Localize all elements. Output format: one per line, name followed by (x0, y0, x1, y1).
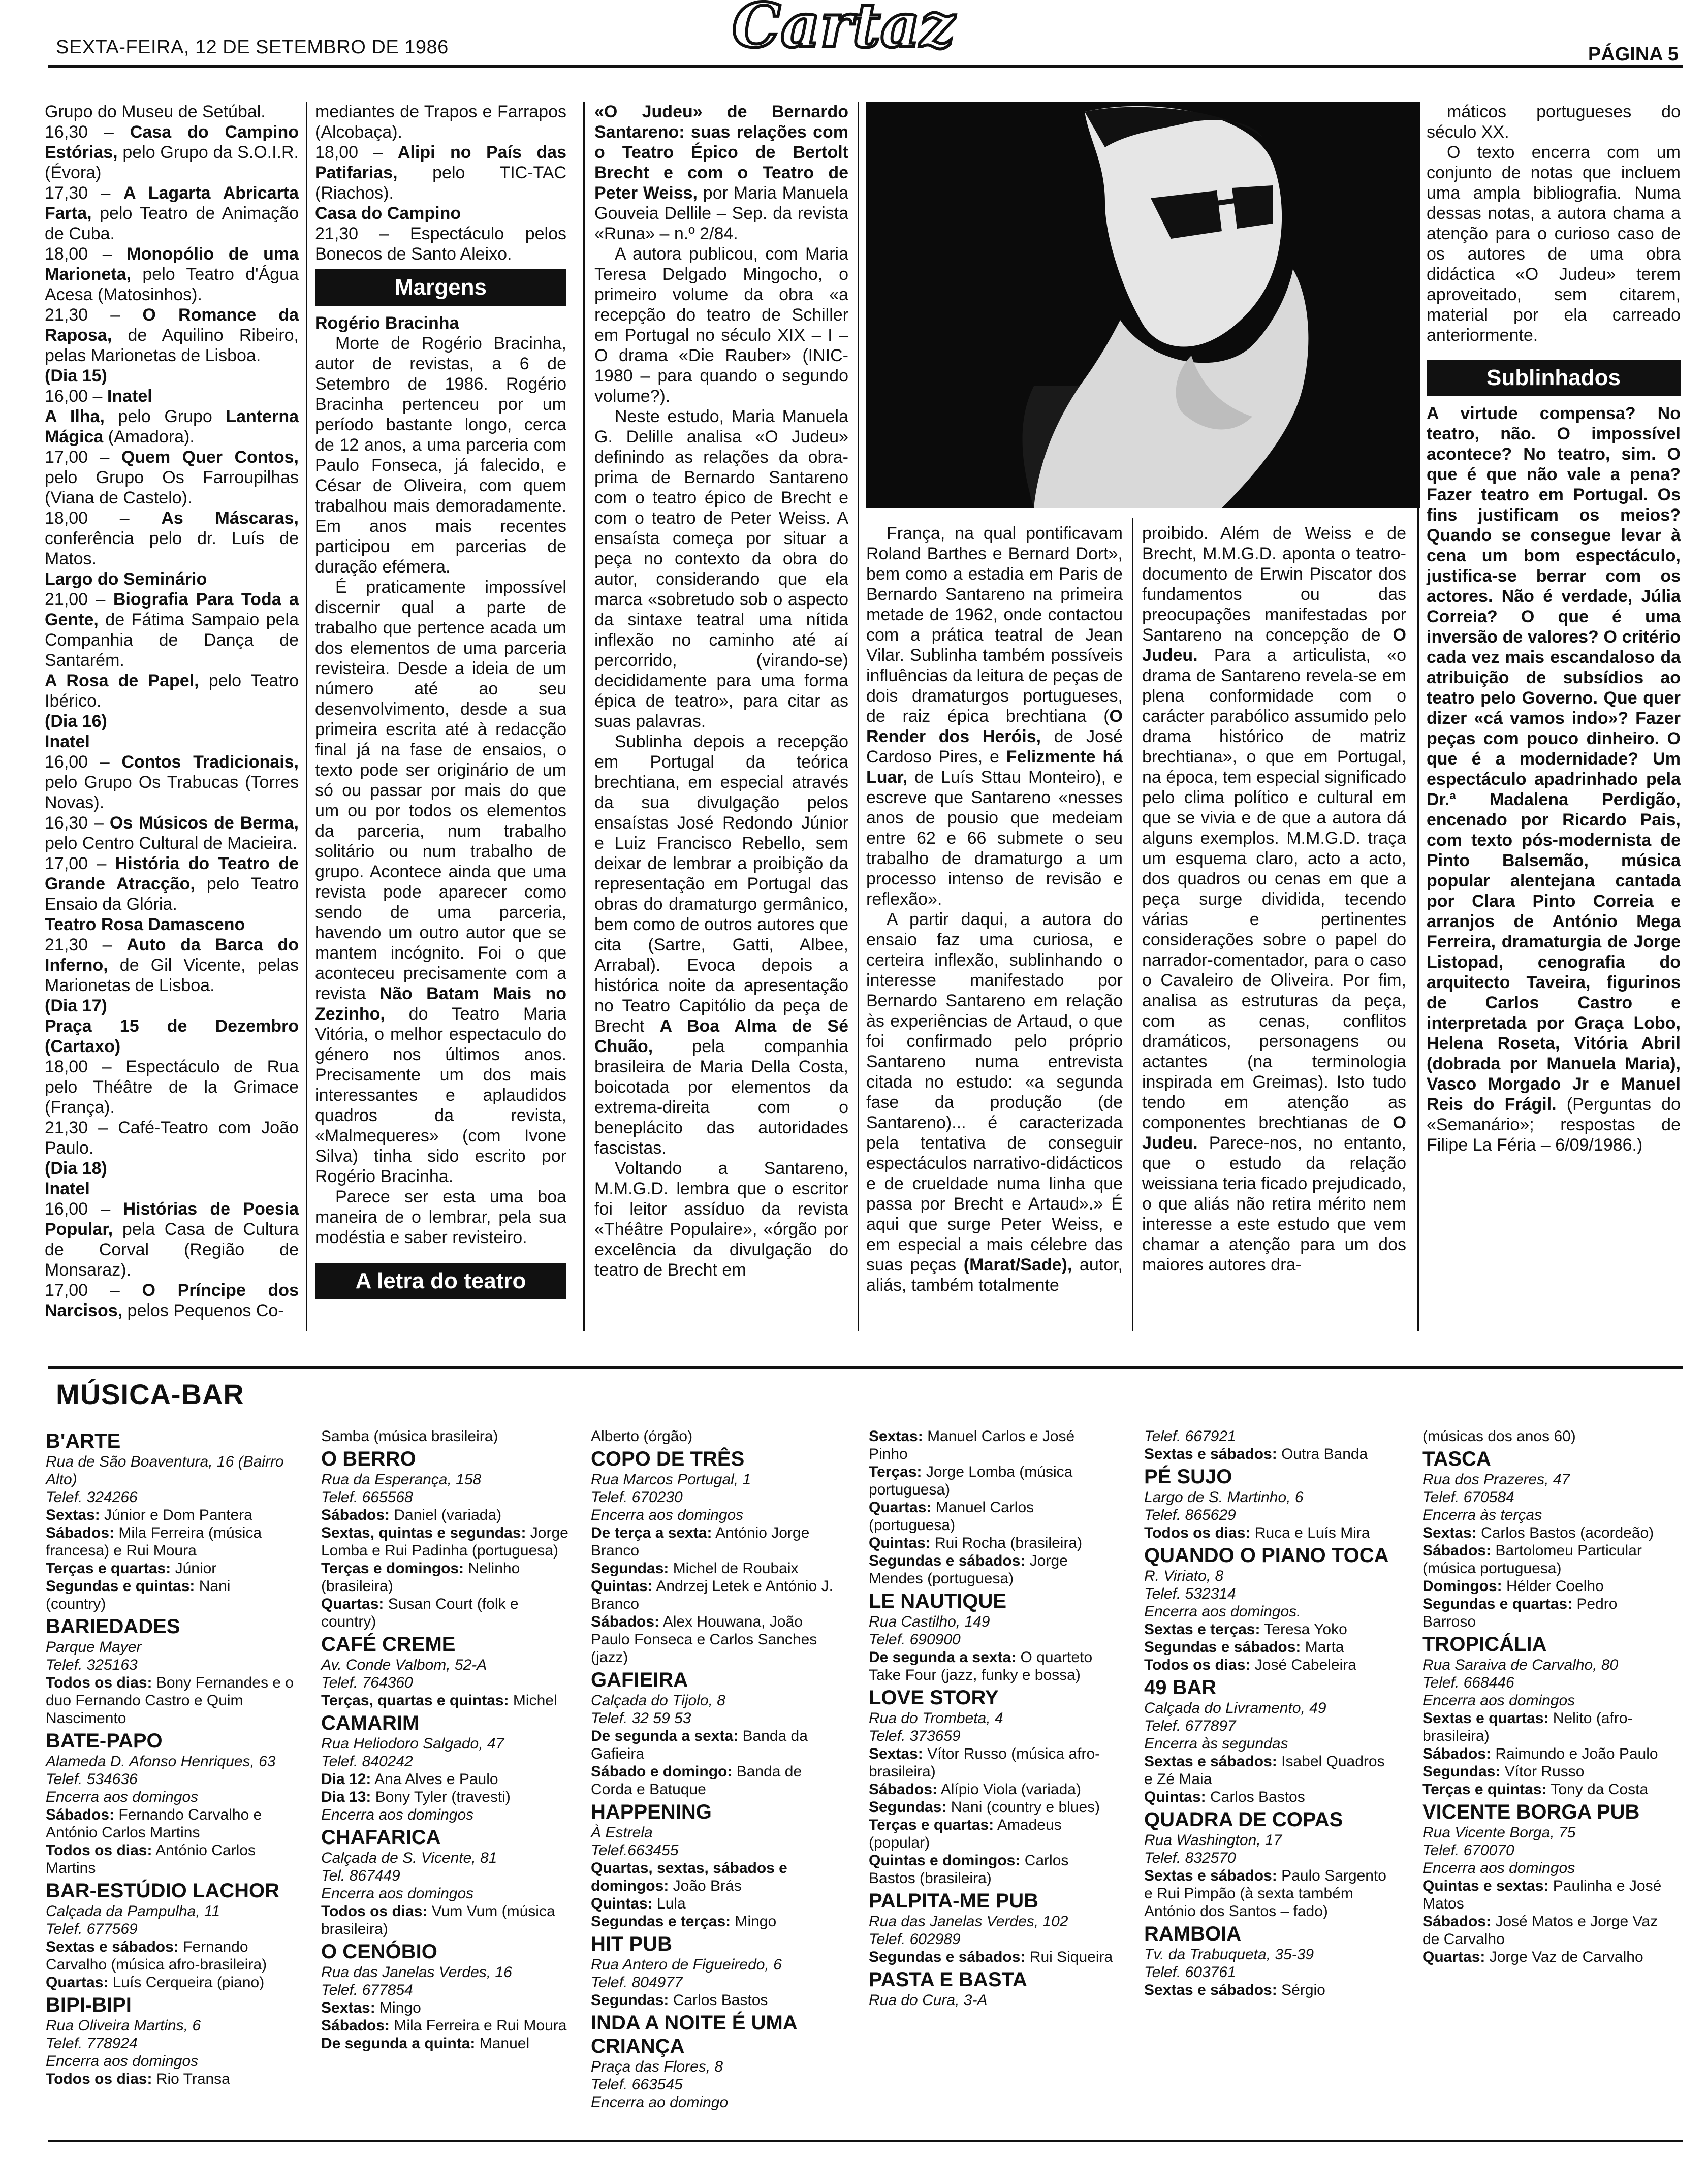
venue-name: LOVE STORY (869, 1687, 999, 1709)
bottom-rule (48, 2140, 1683, 2142)
article-text-col4 (866, 523, 1123, 1295)
venue-schedule: Quintas: Andrzej Letek e António J. Branco (591, 1578, 833, 1612)
section-banner-margens: Margens (315, 269, 566, 306)
listing-entry: (Dia 16) (45, 712, 107, 731)
venue-address: Largo de S. Martinho, 6 (1144, 1489, 1304, 1506)
venue-name: LE NAUTIQUE (869, 1590, 1007, 1612)
venue-schedule: Sábados: José Matos e Jorge Vaz de Carvalho (1422, 1913, 1658, 1948)
venue-schedule: Segundas: Michel de Roubaix (591, 1560, 799, 1577)
venue-schedule: Todos os dias: Ruca e Luís Mira (1144, 1524, 1370, 1541)
venue-schedule: Quartas, sextas, sábados e domingos: João Brás (591, 1860, 787, 1894)
venue-schedule: Sextas: Júnior e Dom Pantera (46, 1507, 252, 1523)
listing-entry: 16,00 – Histórias de Poesia Popular, pela Casa de Cultura de Corval (Região de Monsaraz). (45, 1199, 299, 1280)
venue-schedule: Quintas e domingos: Carlos Bastos (brasileira) (869, 1852, 1069, 1887)
venue-closing: Encerra aos domingos (1422, 1860, 1575, 1877)
venue-name: BATE-PAPO (46, 1730, 163, 1752)
venue-phone: Telef.663455 (591, 1842, 679, 1859)
musica-bar-col-5 (1144, 1427, 1393, 1999)
festival-listings-col2 (315, 102, 566, 264)
masthead-text: Cartaz (732, 0, 955, 61)
venue-phone: Telef. 677897 (1144, 1718, 1236, 1734)
venue-address: Rua Marcos Portugal, 1 (591, 1471, 751, 1488)
listing-entry: 21,30 – O Romance da Raposa, de Aquilino Ribeiro, pelas Marionetas de Lisboa. (45, 305, 299, 365)
venue-closing: Encerra aos domingos (321, 1806, 474, 1823)
paragraph: máticos portugueses do século XX. (1427, 102, 1681, 142)
venue-schedule: Sábados: Raimundo e João Paulo (1422, 1745, 1658, 1762)
venue-schedule: Todos os dias: Bony Fernandes e o duo Fernando Castro e Quim Nascimento (46, 1674, 294, 1727)
venue-phone: Telef. 677569 (46, 1921, 138, 1937)
venue-schedule: Sextas e terças: Teresa Yoko (1144, 1621, 1347, 1638)
venue-schedule: Quartas: Jorge Vaz de Carvalho (1422, 1949, 1643, 1965)
venue-schedule: Segundas e sábados: Jorge Mendes (portuguesa) (869, 1552, 1068, 1587)
venue-schedule: Dia 13: Bony Tyler (travesti) (321, 1789, 511, 1805)
listing-entry: 18,00 – Monopólio de uma Marioneta, pelo Teatro d'Água Acesa (Matosinhos). (45, 244, 299, 304)
venue-schedule: Sábados: Bartolomeu Particular (música portuguesa) (1422, 1542, 1642, 1577)
section-banner-sublinhados: Sublinhados (1427, 360, 1681, 396)
venue-schedule: Sextas: Manuel Carlos e José Pinho (869, 1428, 1075, 1462)
listing-entry: 21,00 – Biografia Para Toda a Gente, de Fátima Sampaio pela Companhia de Dança de Santarém. (45, 590, 299, 670)
venue-schedule: Terças e quintas: Tony da Costa (1422, 1781, 1649, 1798)
margens-byline: Rogério Bracinha (315, 313, 459, 333)
venue-address: R. Viriato, 8 (1144, 1568, 1224, 1584)
venue-phone: Telef. 324266 (46, 1489, 138, 1506)
venue-phone: Telef. 670070 (1422, 1842, 1514, 1859)
listing-entry: mediantes de Trapos e Farrapos (Alcobaça). (315, 102, 566, 142)
musica-bar-col-1 (46, 1427, 295, 2088)
venue-name: PASTA E BASTA (869, 1968, 1027, 1991)
venue-phone: Tel. 867449 (321, 1867, 400, 1884)
sublinhados-text: A virtude compensa? No teatro, não. O impossível acontece? No teatro, sim. O que é que não vale a pena? Fazer teatro em Portugal. Os fins justificam os meios? Quando se consegue levar à cena um bom espectáculo, justifica-se berrar com os actores. Não é verdade, Júlia Correia? O que é uma inversão de valores? O critério cada vez mais escandaloso da atribuição de subsídios ao teatro pelo Governo. Que quer dizer «cá vamos indo»? Fazer peças com pouco dinheiro. O que é a modernidade? Um espectáculo apadrinhado pela Dr.ª Madalena Perdigão, encenado por Ricardo Pais, com texto pós-modernista de Pinto Balsemão, música popular alentejana cantada por Clara Pinto Correia e arranjos de António Mega Ferreira, dramaturgia de Jorge Listopad, cenografia do arquitecto Taveira, figurinos de Carlos Castro e interpretada por Graça Lobo, Helena Roseta, Vitória Abril (dobrada por Manuela Maria), Vasco Morgado Jr e Manuel Reis do Frágil. (Perguntas do «Semanário»; respostas de Filipe La Féria – 6/09/1986.) (1427, 404, 1681, 1155)
venue-closing: Encerra aos domingos (591, 1507, 744, 1523)
venue-schedule: Dia 12: Ana Alves e Paulo (321, 1771, 498, 1788)
venue-closing: Encerra aos domingos. (1144, 1603, 1301, 1620)
venue-name: TASCA (1422, 1448, 1491, 1470)
column-rule (306, 102, 307, 1331)
venue-schedule: Segundas e terças: Mingo (591, 1913, 777, 1930)
venue-schedule: De terça a sexta: António Jorge Branco (591, 1524, 810, 1559)
venue-address: Rua Antero de Figueiredo, 6 (591, 1956, 782, 1973)
venue-schedule: Segundas e quintas: Nani (country) (46, 1578, 231, 1612)
listing-entry: 16,30 – Casa do Campino Estórias, pelo Grupo da S.O.I.R. (Évora) (45, 122, 299, 182)
column-rule (1132, 518, 1133, 1331)
listing-entry: A Rosa de Papel, pelo Teatro Ibérico. (45, 671, 299, 711)
listing-entry: A Ilha, pelo Grupo Lanterna Mágica (Amadora). (45, 407, 299, 447)
venue-schedule: Sextas: Mingo (321, 1999, 421, 2016)
venue-name: GAFIEIRA (591, 1669, 688, 1691)
venue-name: COPO DE TRÊS (591, 1448, 745, 1470)
venue-schedule: Segundas: Nani (country e blues) (869, 1799, 1100, 1816)
venue-closing: Encerra aos domingos (46, 1789, 199, 1805)
venue-phone: Telef. 670230 (591, 1489, 683, 1506)
venue-schedule: Sábados: Fernando Carvalho e António Carlos Martins (46, 1806, 262, 1841)
venue-phone: Telef. 670584 (1422, 1489, 1514, 1506)
listing-entry: 21,30 – Café-Teatro com João Paulo. (45, 1118, 299, 1158)
paragraph: Sublinha depois a recepção em Portugal da teórica brechtiana, em especial através da sua divulgação pelos ensaístas José Redondo Júnior e Luiz Francisco Rebello, sem deixar de lembrar a proibição da representação em Portugal das obras do dramaturgo germânico, bem como de outros autores que cita (Sartre, Gatti, Albee, Arrabal). Evoca depois a histórica noite da apresentação no Teatro Capitólio da peça de Brecht A Boa Alma de Sé Chuão, pela companhia brasileira de Maria Della Costa, boicotada por elementos da extrema-direita com o beneplácito das autoridades fascistas. (594, 732, 848, 1158)
venue-schedule: De segunda a sexta: O quarteto Take Four (jazz, funky e bossa) (869, 1649, 1093, 1683)
venue-address: Tv. da Trabuqueta, 35-39 (1144, 1946, 1314, 1963)
venue-address: Rua de São Boaventura, 16 (Bairro Alto) (46, 1453, 284, 1488)
venue-address: Calçada da Pampulha, 11 (46, 1903, 220, 1920)
venue-schedule: Segundas e sábados: Marta (1144, 1639, 1344, 1656)
venue-name: PÉ SUJO (1144, 1466, 1232, 1488)
venue-phone: Telef. 832570 (1144, 1850, 1236, 1866)
venue-name: CAMARIM (321, 1712, 420, 1734)
venue-schedule: Terças e quartas: Amadeus (popular) (869, 1817, 1062, 1851)
venue-schedule: De segunda a quinta: Manuel (321, 2035, 530, 2052)
portrait-illustration (866, 102, 1420, 508)
listing-entry: 17,00 – Quem Quer Contos, pelo Grupo Os Farroupilhas (Viana de Castelo). (45, 448, 299, 507)
venue-phone: Telef. 690900 (869, 1631, 961, 1648)
venue-schedule: Quartas: Manuel Carlos (portuguesa) (869, 1499, 1034, 1534)
venue-phone: Telef. 325163 (46, 1657, 138, 1673)
venue-schedule: Terças e domingos: Nelinho (brasileira) (321, 1560, 520, 1595)
musica-bar-col-3 (591, 1427, 840, 2111)
venue-schedule: Quintas: Carlos Bastos (1144, 1789, 1305, 1805)
venue-address: Rua da Esperança, 158 (321, 1471, 482, 1488)
listing-entry: 17,00 – História do Teatro de Grande Atracção, pelo Teatro Ensaio da Glória. (45, 854, 299, 914)
paragraph: proibido. Além de Weiss e de Brecht, M.M.G.D. aponta o teatro-documento de Erwin Piscator dos fundamentos ou das preocupações manifestadas por Santareno na concepção de O Judeu. Para a articulista, «o drama de Santareno revela-se em plena conformidade com o carácter parabólico assumido pelo drama histórico de matriz brechtiana», o que em Portugal, na época, tem especial significado pelo clima político e cultural em que se vivia e de que a autora dá alguns exemplos. M.M.G.D. traça um esquema claro, acto a acto, dos quadros ou cenas em que a peça surge dividida, tecendo várias e pertinentes considerações sobre o papel do narrador-comentador, para o caso o Cavaleiro de Oliveira. Por fim, analisa as estruturas da peça, com as cenas, conflitos dramáticos, personagens ou actantes (na terminologia inspirada em Greimas). Isto tudo tendo em atenção as componentes brechtianas de O Judeu. Parece-nos, no entanto, que o estudo da relação weissiana teria ficado prejudicado, o que aliás não retira mérito nem interesse a este estudo que vem chamar a atenção para um dos maiores autores dra- (1142, 524, 1406, 1275)
venue-name: VICENTE BORGA PUB (1422, 1801, 1640, 1823)
listing-entry: 17,00 – O Príncipe dos Narcisos, pelos Pequenos Co- (45, 1281, 299, 1320)
page-number: PÁGINA 5 (1588, 44, 1679, 65)
paragraph: Morte de Rogério Bracinha, autor de revistas, a 6 de Setembro de 1986. Rogério Bracinha pertenceu por um período bastante longo, cerca de 12 anos, a uma parceria com Paulo Fonseca, já falecido, e César de Oliveira, com quem trabalhou mais demoradamente. Em anos mais recentes participou em parcerias de duração efémera. (315, 334, 566, 577)
listing-entry: 18,00 – Alipi no País das Patifarias, pelo TIC-TAC (Riachos). (315, 143, 566, 203)
author-portrait-photo (866, 102, 1420, 508)
venue-schedule: Segundas e sábados: Rui Siqueira (869, 1949, 1113, 1965)
venue-closing: Encerra às segundas (1144, 1735, 1288, 1752)
venue-address: Alameda D. Afonso Henriques, 63 (46, 1753, 276, 1770)
venue-name: O CENÓBIO (321, 1941, 437, 1963)
venue-name: 49 BAR (1144, 1676, 1217, 1699)
top-rule (48, 65, 1683, 68)
venue-schedule: Sábados: Mila Ferreira e Rui Moura (321, 2017, 567, 2034)
venue-phone: Telef. 373659 (869, 1728, 961, 1744)
venue-schedule: Terças e quartas: Júnior (46, 1560, 217, 1577)
venue-name: RAMBOIA (1144, 1923, 1242, 1945)
musica-bar-rule (48, 1366, 1683, 1369)
venue-schedule: Sextas e sábados: Fernando Carvalho (música afro-brasileira) (46, 1938, 267, 1973)
venue-phone: Telef. 534636 (46, 1771, 138, 1788)
venue-schedule: Segundas: Vítor Russo (1422, 1763, 1585, 1780)
venue-schedule: Sextas e quartas: Nelito (afro-brasileira) (1422, 1710, 1633, 1744)
listing-entry: 18,00 – As Máscaras, conferência pelo dr. Luís de Matos. (45, 508, 299, 568)
venue-phone: Telef. 778924 (46, 2035, 138, 2052)
venue-phone: Telef. 665568 (321, 1489, 413, 1506)
article-text-col5 (1142, 523, 1406, 1275)
venue-schedule: Sextas e sábados: Outra Banda (1144, 1446, 1368, 1462)
listing-entry: 16,00 – Contos Tradicionais, pelo Grupo Os Trabucas (Torres Novas). (45, 752, 299, 812)
venue-name: QUADRA DE COPAS (1144, 1808, 1343, 1831)
venue-address: Rua Saraiva de Carvalho, 80 (1422, 1657, 1619, 1673)
venue-schedule: Todos os dias: António Carlos Martins (46, 1842, 256, 1877)
venue-schedule: Domingos: Hélder Coelho (1422, 1578, 1604, 1595)
venue-name: HIT PUB (591, 1933, 672, 1955)
festival-listings-col1 (45, 102, 299, 1321)
listing-entry: Casa do Campino (315, 204, 461, 223)
venue-name: B'ARTE (46, 1430, 121, 1452)
paragraph: É praticamente impossível discernir qual a parte de trabalho que pertence acada um dos elementos de uma parceria revisteira. Desde a ideia de um número até ao seu desenvolvimento, desde a sua primeira escrita até à redacção final já na fase de ensaios, o texto pode ser originário de um só ou passar por mais do que um ou por todos os elementos da parceria, num trabalho solitário ou num trabalho de grupo. Acontece ainda que uma revista pode aparecer como sendo de uma parceria, havendo um outro autor que se mantem incógnito. Foi o que aconteceu precisamente com a revista Não Batam Mais no Zezinho, do Teatro Maria Vitória, o melhor espectaculo do género nos últimos anos. Precisamente um dos mais interessantes e aplaudidos quadros da revista, «Malmequeres» (com Ivone Silva) tinha sido escrito por Rogério Bracinha. (315, 578, 567, 1186)
venue-name: BIPI-BIPI (46, 1994, 132, 2016)
paragraph: Neste estudo, Maria Manuela G. Delille analisa «O Judeu» definindo as relações da obra-prima de Bernardo Santareno com o teatro épico de Brecht e com o teatro de Peter Weiss. A ensaísta começa por situar a peça no contexto da obra do autor, considerando que ela marca «sobretudo sob o aspecto da sintaxe teatral uma nítida inflexão no caminho até aí percorrido, (virando-se) decididamente para uma forma épica de teatro», para citar as suas palavras. (594, 407, 848, 731)
listing-entry: 17,30 – A Lagarta Abricarta Farta, pelo Teatro de Animação de Cuba. (45, 183, 299, 243)
venue-phone: Telef. 532314 (1144, 1585, 1236, 1602)
column-rule (858, 102, 859, 1331)
venue-phone: Telef. 667921 (1144, 1428, 1236, 1445)
column-6 (1427, 102, 1681, 1155)
venue-closing: Encerra aos domingos (1422, 1692, 1575, 1709)
venue-schedule: Terças, quartas e quintas: Michel (321, 1692, 557, 1709)
paragraph: A autora publicou, com Maria Teresa Delgado Mingocho, o primeiro volume da obra «a recepção do teatro de Schiller em Portugal no século XIX – I – O drama «Die Rauber» (INIC-1980 – para quando o segundo volume?). (594, 244, 848, 406)
venue-phone: Telef. 603761 (1144, 1964, 1236, 1981)
paragraph: O texto encerra com um conjunto de notas que incluem uma ampla bibliografia. Numa dessas notas, a autora chama a atenção para o curioso caso de os autores de uma obra didáctica «O Judeu» terem aproveitado, sem citarem, material por ela carreado anteriormente. (1427, 143, 1681, 345)
venue-address: Calçada de S. Vicente, 81 (321, 1850, 497, 1866)
venue-phone: Telef. 32 59 53 (591, 1710, 691, 1727)
paragraph: França, na qual pontificavam Roland Barthes e Bernard Dort», bem como a estadia em Paris de Bernardo Santareno na primeira metade de 1962, onde contactou com a prática teatral de Jean Vilar. Sublinha também possíveis influências da leitura de peças de dois dramaturgos portugueses, de raiz épica brechtiana (O Render dos Heróis, de José Cardoso Pires, e Felizmente há Luar, de Luís Sttau Monteiro), e escreve que Santareno «nesses anos de pousio que medeiam entre 62 e 66 submete o seu trabalho de dramaturgo a um processo intenso de revisão e reflexão». (866, 524, 1123, 909)
musica-bar-col-6 (1422, 1427, 1671, 1966)
venue-address: Rua Oliveira Martins, 6 (46, 2017, 201, 2034)
venue-address: Rua Castilho, 149 (869, 1613, 990, 1630)
venue-schedule: Sábados: Alex Houwana, João Paulo Fonseca e Carlos Sanches (jazz) (591, 1613, 817, 1666)
venue-phone: Telef. 668446 (1422, 1674, 1514, 1691)
listing-entry: (Dia 15) (45, 366, 107, 386)
listing-entry: (Dia 17) (45, 996, 107, 1015)
venue-schedule: Sextas e sábados: Paulo Sargento e Rui Pimpão (à sexta também António dos Santos – fado) (1144, 1867, 1386, 1920)
venue-schedule: Segundas: Carlos Bastos (591, 1992, 768, 2009)
venue-name: HAPPENING (591, 1801, 712, 1823)
listing-entry: (Dia 18) (45, 1159, 107, 1178)
venue-address: Av. Conde Valbom, 52-A (321, 1657, 487, 1673)
column-rule (583, 102, 585, 1331)
venue-phone: Telef. 677854 (321, 1982, 413, 1998)
venue-note: Alberto (órgão) (591, 1428, 693, 1445)
listing-entry: 21,30 – Espectáculo pelos Bonecos de Santo Aleixo. (315, 224, 566, 264)
venue-phone: Telef. 840242 (321, 1753, 413, 1770)
listing-entry: Teatro Rosa Damasceno (45, 915, 245, 934)
venue-closing: Encerra ao domingo (591, 2094, 729, 2111)
venue-phone: Telef. 865629 (1144, 1507, 1236, 1523)
venue-name: QUANDO O PIANO TOCA (1144, 1544, 1389, 1567)
venue-schedule: Todos os dias: Vum Vum (música brasileira) (321, 1903, 555, 1937)
venue-address: Rua do Trombeta, 4 (869, 1710, 1003, 1727)
venue-schedule: Sábado e domingo: Banda de Corda e Batuque (591, 1763, 802, 1798)
musica-bar-col-2 (321, 1427, 570, 2052)
venue-closing: Encerra aos domingos (321, 1885, 474, 1902)
venue-name: O BERRO (321, 1448, 416, 1470)
venue-schedule: Sextas: Vítor Russo (música afro-brasileira) (869, 1745, 1100, 1780)
venue-note: (músicas dos anos 60) (1422, 1428, 1576, 1445)
venue-name: TROPICÁLIA (1422, 1633, 1547, 1656)
column-2 (315, 102, 566, 1307)
venue-schedule: Todos os dias: Rio Transa (46, 2071, 230, 2087)
venue-schedule: Quartas: Susan Court (folk e country) (321, 1596, 519, 1630)
section-banner-letra-do-teatro: A letra do teatro (315, 1263, 566, 1299)
venue-closing: Encerra às terças (1422, 1507, 1542, 1523)
venue-name: CAFÉ CREME (321, 1633, 456, 1656)
venue-schedule: Sábados: Alípio Viola (variada) (869, 1781, 1081, 1798)
venue-schedule: Segundas e quartas: Pedro Barroso (1422, 1596, 1618, 1630)
listing-entry: 16,30 – Os Músicos de Berma, pelo Centro Cultural de Macieira. (45, 813, 299, 853)
listing-entry: Inatel (45, 1179, 90, 1198)
musica-bar-title: MÚSICA-BAR (56, 1378, 244, 1410)
venue-schedule: Todos os dias: José Cabeleira (1144, 1657, 1356, 1673)
listing-entry: 21,30 – Auto da Barca do Inferno, de Gil Vicente, pelas Marionetas de Lisboa. (45, 935, 299, 995)
venue-name: BAR-ESTÚDIO LACHOR (46, 1880, 279, 1902)
venue-address: Rua Vicente Borga, 75 (1422, 1824, 1576, 1841)
venue-schedule: Sextas, quintas e segundas: Jorge Lomba e Rui Padinha (portuguesa) (321, 1524, 568, 1559)
venue-schedule: Sextas: Carlos Bastos (acordeão) (1422, 1524, 1654, 1541)
masthead-logo (701, 0, 986, 61)
listing-entry: Inatel (45, 732, 90, 751)
venue-note: Samba (música brasileira) (321, 1428, 498, 1445)
article-text-col6 (1427, 102, 1681, 345)
venue-schedule: Sextas e sábados: Isabel Quadros e Zé Maia (1144, 1753, 1385, 1788)
listing-entry: 16,00 – Inatel (45, 387, 152, 406)
listing-entry: Praça 15 de Dezembro (Cartaxo) (45, 1016, 299, 1056)
header-date: SEXTA-FEIRA, 12 DE SETEMBRO DE 1986 (56, 37, 449, 58)
venue-address: Calçada do Tijolo, 8 (591, 1692, 725, 1709)
venue-schedule: De segunda a sexta: Banda da Gafieira (591, 1728, 808, 1762)
venue-schedule: Sextas e sábados: Sérgio (1144, 1982, 1325, 1998)
venue-schedule: Sábados: Daniel (variada) (321, 1507, 502, 1523)
venue-name: CHAFARICA (321, 1826, 441, 1849)
article-heading: «O Judeu» de Bernardo Santareno: suas relações com o Teatro Épico de Bertolt Brecht e com o Teatro de Peter Weiss, por Maria Manuela Gouveia Dellile – Sep. da revista «Runa» – n.º 2/84. (594, 102, 848, 243)
venue-address: Rua Washington, 17 (1144, 1832, 1282, 1849)
venue-name: BARIEDADES (46, 1615, 180, 1638)
venue-address: À Estrela (591, 1824, 653, 1841)
paragraph: A partir daqui, a autora do ensaio faz uma curiosa, e certeira inflexão, sublinhando o interesse manifestado por Bernardo Santareno em relação às experiências de Artaud, o que foi confirmado pelo próprio Santareno numa entrevista citada no estudo: «a segunda fase da produção (de Santareno)... é caracterizada pela tentativa de conseguir espectáculos narrativo-didácticos e de crueldade numa linha que passa por Brecht e Artaud».» É aqui que surge Peter Weiss, e em especial a mais célebre das suas peças (Marat/Sade), autor, aliás, também totalmente (866, 910, 1123, 1295)
venue-address: Praça das Flores, 8 (591, 2058, 723, 2075)
paragraph: Parece ser esta uma boa maneira de o lembrar, pela sua modéstia e saber revisteiro. (315, 1187, 566, 1247)
venue-phone: Telef. 602989 (869, 1931, 961, 1948)
venue-phone: Telef. 764360 (321, 1674, 413, 1691)
venue-address: Calçada do Livramento, 49 (1144, 1700, 1326, 1716)
venue-address: Rua das Janelas Verdes, 102 (869, 1913, 1068, 1930)
venue-address: Rua do Cura, 3-A (869, 1992, 988, 2009)
venue-schedule: Quintas: Lula (591, 1895, 686, 1912)
venue-address: Parque Mayer (46, 1639, 142, 1656)
listing-entry: Largo do Seminário (45, 569, 207, 589)
venue-phone: Telef. 804977 (591, 1974, 683, 1991)
venue-schedule: Quartas: Luís Cerqueira (piano) (46, 1974, 265, 1991)
listing-entry: Grupo do Museu de Setúbal. (45, 102, 266, 121)
margens-text (315, 333, 566, 1248)
venue-address: Rua dos Prazeres, 47 (1422, 1471, 1570, 1488)
venue-schedule: Terças: Jorge Lomba (música portuguesa) (869, 1464, 1073, 1498)
venue-address: Rua das Janelas Verdes, 16 (321, 1964, 512, 1981)
paragraph: Voltando a Santareno, M.M.G.D. lembra que o escritor foi leitor assíduo da revista «Théâtre Populaire», «órgão por excelência da divulgação do teatro de Brecht em (594, 1159, 848, 1280)
musica-bar-col-4 (869, 1427, 1118, 2009)
venue-schedule: Quintas e sextas: Paulinha e José Matos (1422, 1878, 1662, 1912)
venue-schedule: Quintas: Rui Rocha (brasileira) (869, 1535, 1083, 1551)
venue-closing: Encerra aos domingos (46, 2053, 199, 2070)
article-col3 (594, 102, 848, 1280)
listing-entry: 18,00 – Espectáculo de Rua pelo Théâtre de la Grimace (França). (45, 1057, 299, 1117)
article-text-col3 (594, 244, 848, 1280)
venue-phone: Telef. 663545 (591, 2076, 683, 2093)
venue-address: Rua Heliodoro Salgado, 47 (321, 1735, 504, 1752)
venue-name: INDA A NOITE É UMA CRIANÇA (591, 2012, 797, 2057)
venue-name: PALPITA-ME PUB (869, 1890, 1039, 1912)
venue-schedule: Sábados: Mila Ferreira (música francesa) e Rui Moura (46, 1524, 262, 1559)
